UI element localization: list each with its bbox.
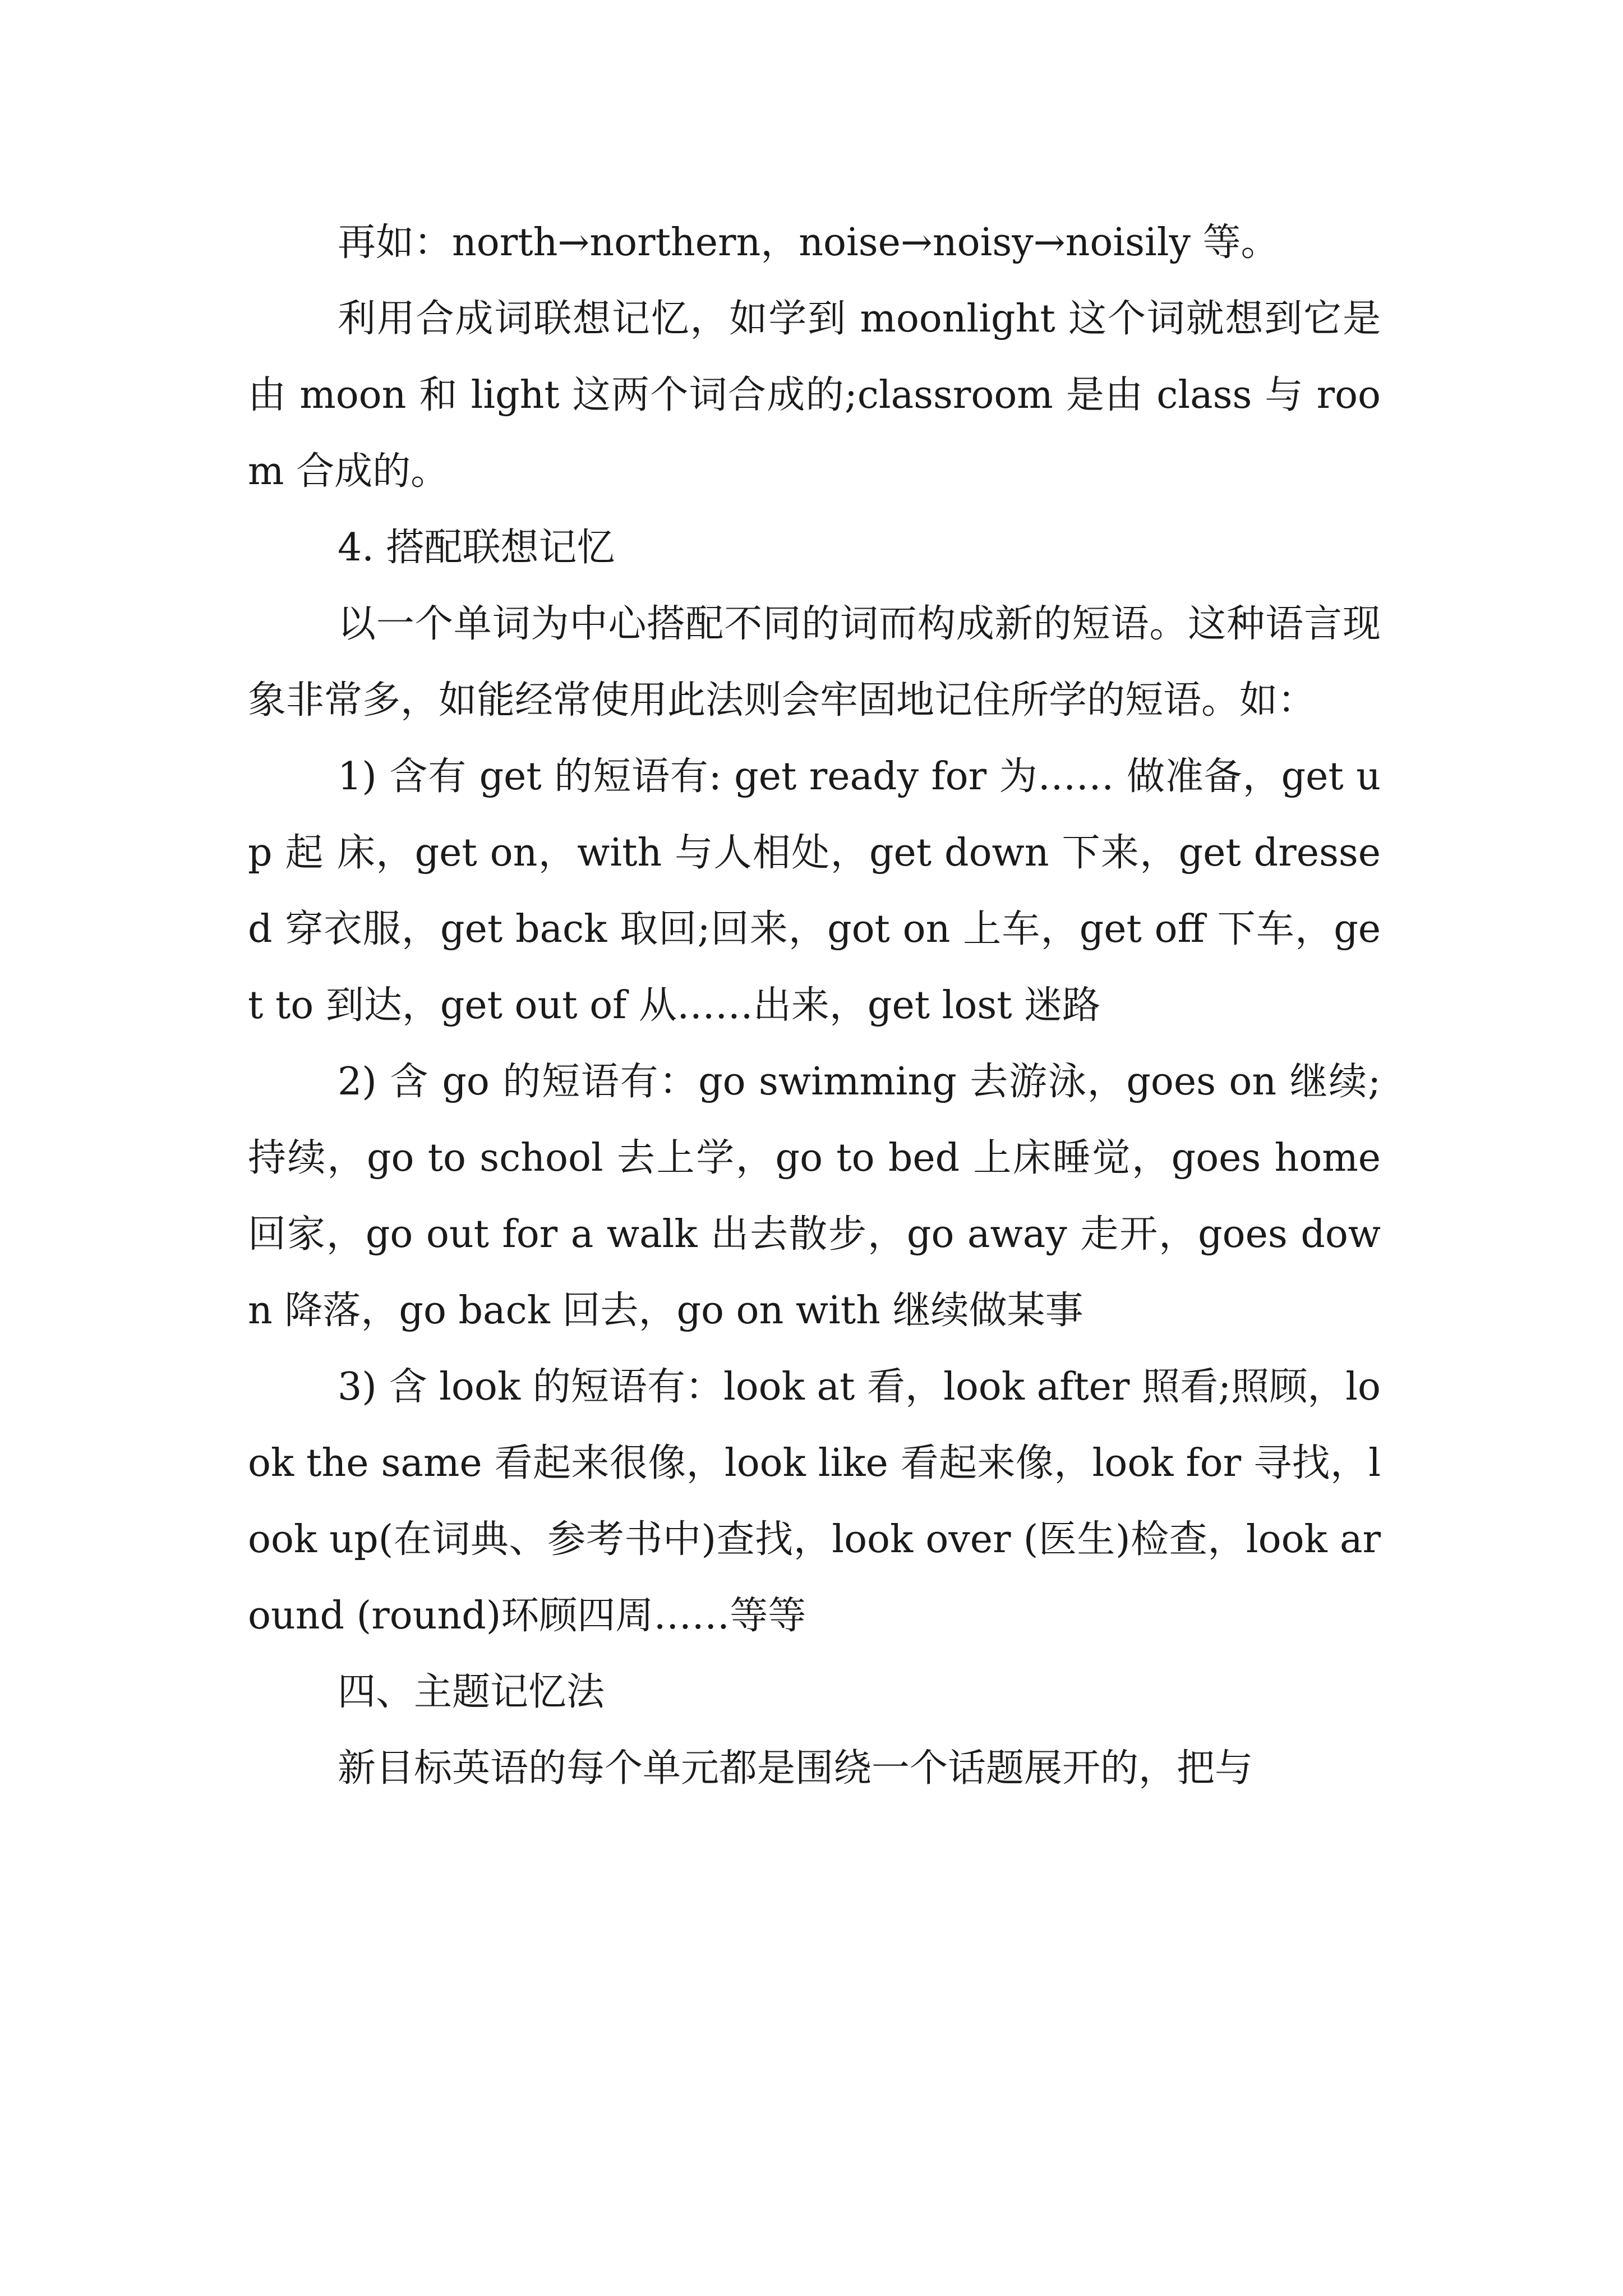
list-item-get-phrases: 1) 含有 get 的短语有: get ready for 为…… 做准备，get up 起 床，get on，with 与人相处，get down 下来，get dressed 穿衣服，get back 取回;回来，got on 上车，get off 下车，get to 到达，get out of 从……出来，get lost 迷路	[248, 754, 1381, 1028]
section-heading-theme-memory: 四、主题记忆法	[338, 1670, 605, 1714]
paragraph-compound-words: 利用合成词联想记忆，如学到 moonlight 这个词就想到它是由 moon 和 light 这两个词合成的;classroom 是由 class 与 room 合成的。	[248, 297, 1381, 494]
paragraph-collocation-intro: 以一个单词为中心搭配不同的词而构成新的短语。这种语言现象非常多，如能经常使用此法则会牢固地记住所学的短语。如：	[248, 602, 1381, 723]
list-item-go-phrases: 2) 含 go 的短语有：go swimming 去游泳，goes on 继续;持续，go to school 去上学，go to bed 上床睡觉，goes home 回家，go out for a walk 出去散步，go away 走开，goes down 降落，go back 回去，go on with 继续做某事	[248, 1060, 1381, 1333]
document-body	[248, 205, 1381, 1807]
list-item-look-phrases: 3) 含 look 的短语有：look at 看，look after 照看;照顾，look the same 看起来很像，look like 看起来像，look for 寻找，look up(在词典、参考书中)查找，look over (医生)检查，look around (round)环顾四周……等等	[248, 1365, 1381, 1638]
section-heading-collocation: 4. 搭配联想记忆	[338, 526, 615, 570]
paragraph-derivation-examples: 再如：north→northern，noise→noisy→noisily 等。	[338, 220, 1279, 265]
paragraph-theme-memory-intro: 新目标英语的每个单元都是围绕一个话题展开的，把与	[338, 1746, 1253, 1791]
